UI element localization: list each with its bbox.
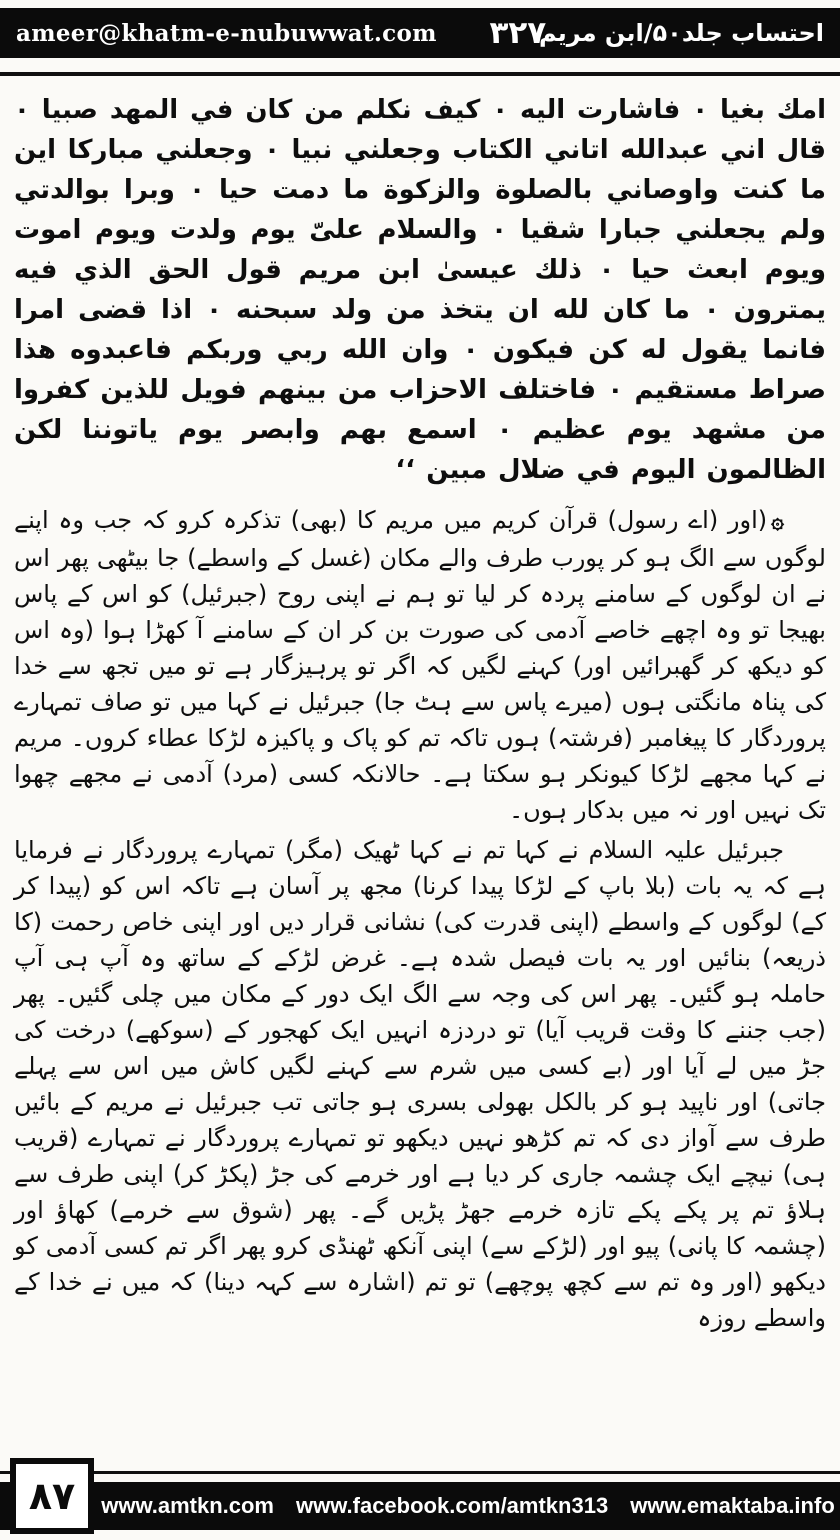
footer-page-number-box <box>10 1458 94 1534</box>
arabic-quran-quote: امك بغيا ٠ فاشارت اليه ٠ كيف نكلم من كان في المهد صبيا ٠ قال اني عبدالله اتاني الكتاب وجعلني نبيا ٠ وجعلني مباركا اين ما كنت واوصاني بالصلوة والزكوة ما دمت حيا ٠ وبرا بوالدتي ولم يجعلني جبارا شقيا ٠ والسلام علىّ يوم ولدت ويوم اموت ويوم ابعث حيا ٠ ذلك عيسىٰ ابن مريم قول الحق الذي فيه يمترون ٠ ما كان لله ان يتخذ من ولد سبحنه ٠ اذا قضى امرا فانما يقول له كن فيكون ٠ وان الله ربي وربكم فاعبدوه هذا صراط مستقيم ٠ فاختلف الاحزاب من بينهم فويل للذين كفروا من مشهد يوم عظيم ٠ اسمع بهم وابصر يوم ياتوننا لكن الظالمون اليوم في ضلال مبين ‘‘ <box>14 95 827 485</box>
urdu-translation-paragraph-1 <box>14 502 826 828</box>
footer <box>0 1471 840 1540</box>
footer-links-bar <box>0 1482 840 1530</box>
footer-page-number: ۸۷ <box>28 1474 76 1518</box>
header-divider <box>0 72 840 76</box>
footer-link-facebook[interactable]: www.facebook.com/amtkn313 <box>296 1493 609 1518</box>
header-book-title: احتساب جلد۵۰/ابن مریم <box>538 19 824 47</box>
footer-link-amtkn[interactable]: www.amtkn.com <box>101 1493 274 1518</box>
urdu-translation-paragraph-2: جبرئیل علیہ السلام نے کہا تم نے کہا ٹھیک (مگر) تمہارے پروردگار نے فرمایا ہے کہ یہ بات (بلا باپ کے لڑکا پیدا کرنا) مجھ پر آسان ہے تاکہ اس کو (پیدا کر کے) لوگوں کے واسطے (اپنی قدرت کی) نشانی قرار دیں اور اپنی خاص رحمت (کا ذریعہ) بنائیں اور یہ بات فیصل شدہ ہے۔ غرض لڑکے کے ساتھ وہ آپ ہی آپ حاملہ ہو گئیں۔ پھر اس کی وجہ سے الگ ایک دور کے مکان میں چلی گئیں۔ پھر (جب جننے کا وقت قریب آیا) تو دردزہ انہیں ایک کھجور کے (سوکھے) درخت کی جڑ میں لے آیا اور (بے کسی میں شرم سے کہنے لگیں کاش میں اس سے پہلے جاتی) اور ناپید ہو کر بالکل بھولی بسری ہو جاتی تب جبرئیل نے مریم کے بائیں طرف سے آواز دی کہ تم کڑھو نہیں دیکھو تو تمہارے پروردگار نے تمہارے (قریب ہی) نیچے ایک چشمہ جاری کر دیا ہے اور خرمے کی جڑ (پکڑ کر) اپنی طرف سے ہلاؤ تم پر پکے پکے تازہ خرمے جھڑ پڑیں گے۔ پھر (شوق سے خرمے) کھاؤ اور (چشمہ کا پانی) پیو اور (لڑکے سے) اپنی آنکھ ٹھنڈی کرو پھر اگر تم کسی آدمی کو دیکھو (اور وہ تم سے کچھ پوچھے) تو تم (اشارہ سے کہہ دینا) کہ میں نے خدا کے واسطے روزہ <box>14 836 826 1332</box>
footer-divider <box>0 1471 840 1474</box>
header-bar <box>0 8 840 58</box>
paragraph-ornament-icon: ۞ <box>771 509 784 534</box>
urdu-paragraph-text: (اور (اے رسول) قرآن کریم میں مریم کا (بھی) تذکرہ کرو کہ جب وہ اپنے لوگوں سے الگ ہو کر پورب طرف والے مکان (غسل کے واسطے) جا بیٹھی پھر اس نے ان لوگوں کے سامنے پردہ کر لیا تو ہم نے اپنی روح (جبرئیل) کو اس کے پاس بھیجا تو وہ اچھے خاصے آدمی کی صورت بن کر ان کے سامنے آ کھڑا ہوا (وہ اس کو دیکھ کر گھبرائیں اور) کہنے لگیں کہ اگر تو پرہیزگار ہے تو میں تجھ سے خدا کی پناہ مانگتی ہوں (میرے پاس سے ہٹ جا) جبرئیل نے کہا میں تو صاف تمہارے پروردگار کا پیغامبر (فرشتہ) ہوں تاکہ تم کو پاک و پاکیزہ لڑکا عطاء کروں۔ مریم نے کہا مجھے لڑکا کیونکر ہو سکتا ہے۔ حالانکہ کسی (مرد) آدمی نے مجھے چھوا تک نہیں اور نہ میں بدکار ہوں۔ <box>14 506 826 824</box>
header-email: ameer@khatm-e-nubuwwat.com <box>16 19 437 47</box>
footer-link-emaktaba[interactable]: www.emaktaba.info <box>630 1493 835 1518</box>
page-content <box>0 86 840 1471</box>
header-page-number: ۳۲۷ <box>489 15 547 51</box>
